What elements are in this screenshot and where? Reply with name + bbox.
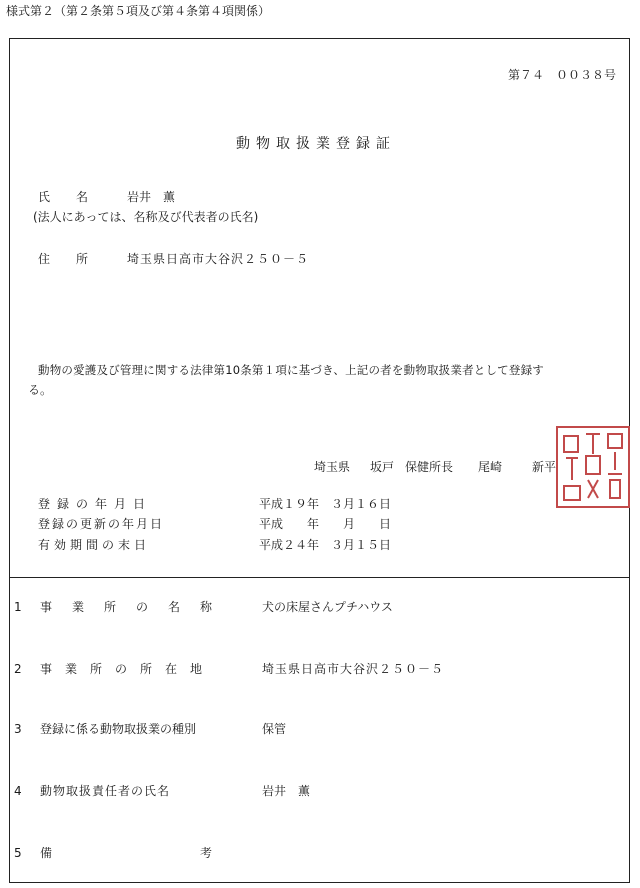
address-value: 埼玉県日高市大谷沢２５０－５ — [127, 252, 310, 266]
issuer-name-part2: 新平 — [532, 460, 557, 474]
item-label-manager-name: 動物取扱責任者の氏名 — [40, 784, 171, 798]
item-label-remarks-right: 考 — [200, 846, 213, 860]
date-label-registered: 登録の年月日 — [38, 497, 153, 511]
date-value-registered: 平成１９年 ３月１６日 — [259, 497, 392, 511]
issuer-org: 埼玉県 — [314, 460, 351, 474]
section-divider — [9, 577, 630, 578]
official-seal — [556, 426, 630, 508]
date-value-renewed: 平成 年 月 日 — [259, 517, 392, 531]
item-value-business-name: 犬の床屋さんプチハウス — [262, 600, 393, 614]
item-value-manager-name: 岩井 薫 — [262, 784, 311, 798]
item-number-1: 1 — [14, 600, 22, 614]
corporate-note: (法人にあっては、名称及び代表者の氏名) — [33, 210, 259, 224]
date-label-expiry: 有効期間の末日 — [38, 538, 151, 552]
registration-statement: 動物の愛護及び管理に関する法律第10条第１項に基づき、上記の者を動物取扱業者として登録す — [38, 363, 544, 377]
item-number-5: 5 — [14, 846, 22, 860]
document-number: 第７４ ００３８号 — [508, 68, 617, 82]
item-number-2: 2 — [14, 662, 22, 676]
item-number-4: 4 — [14, 784, 22, 798]
form-header: 様式第２（第２条第５項及び第４条第４項関係） — [6, 4, 271, 18]
item-label-remarks-left: 備 — [40, 846, 53, 860]
date-label-renewed: 登録の更新の年月日 — [38, 517, 165, 531]
item-number-3: 3 — [14, 722, 22, 736]
issuer-office: 坂戸 — [370, 460, 395, 474]
item-label-business-type: 登録に係る動物取扱業の種別 — [40, 722, 197, 736]
item-value-business-type: 保管 — [262, 722, 287, 736]
name-value: 岩井 薫 — [127, 190, 176, 204]
issuer-title: 保健所長 — [405, 460, 454, 474]
registration-statement-end: る。 — [28, 383, 53, 397]
item-value-business-address: 埼玉県日高市大谷沢２５０－５ — [262, 662, 445, 676]
date-value-expiry: 平成２４年 ３月１５日 — [259, 538, 392, 552]
certificate-title: 動物取扱業登録証 — [236, 136, 396, 152]
issuer-name-part1: 尾崎 — [478, 460, 503, 474]
address-label: 住 所 — [38, 252, 96, 266]
item-label-business-name: 事業所の名称 — [40, 600, 233, 614]
item-label-business-address: 事業所の所在地 — [40, 662, 216, 676]
name-label: 氏 名 — [38, 190, 96, 204]
